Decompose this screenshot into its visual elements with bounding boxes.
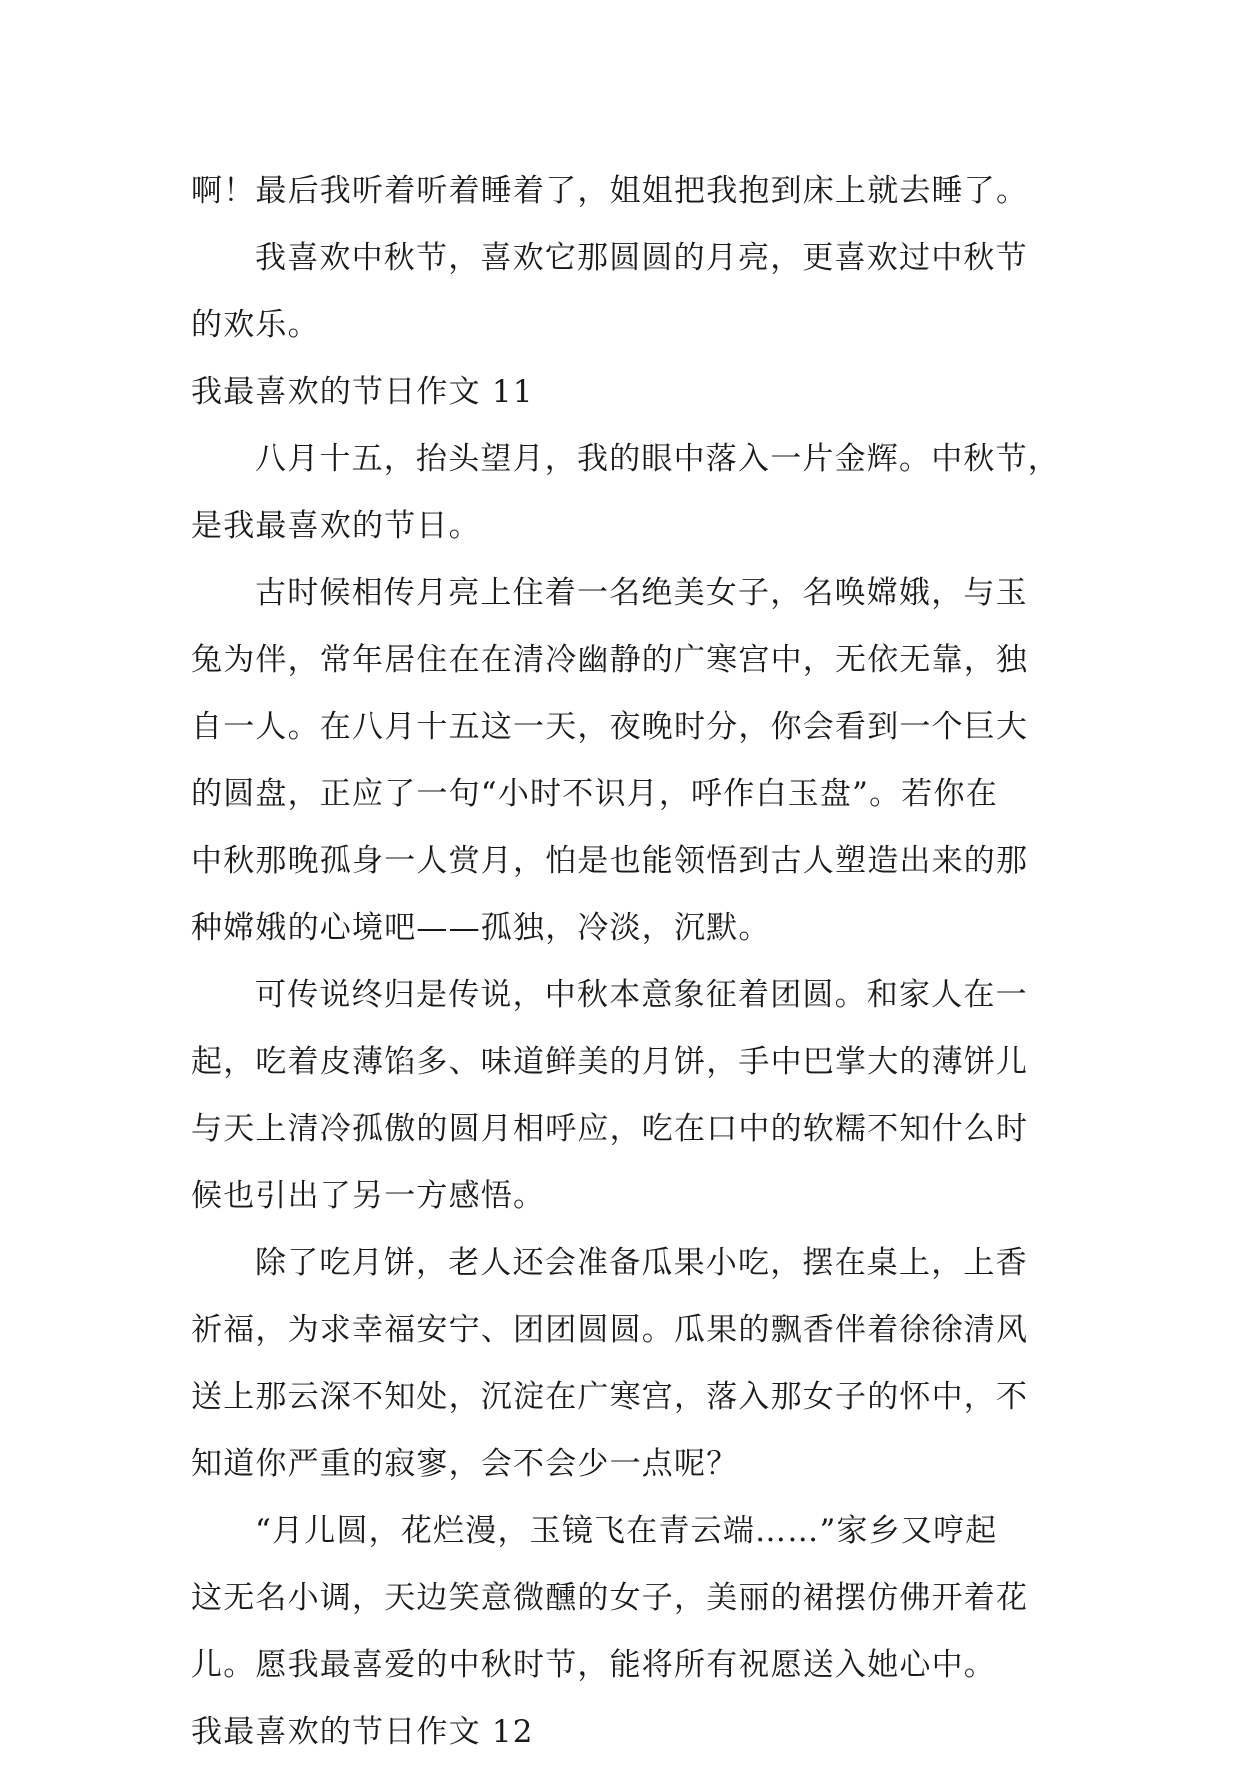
paragraph-line: 除了吃月饼，老人还会准备瓜果小吃，摆在桌上，上香 — [255, 1245, 1028, 1281]
paragraph-line: 种嫦娥的心境吧——孤独，冷淡，沉默。 — [191, 910, 771, 946]
paragraph-line: 我喜欢中秋节，喜欢它那圆圆的月亮，更喜欢过中秋节 — [255, 240, 1028, 276]
paragraph-line: 知道你严重的寂寥，会不会少一点呢？ — [191, 1446, 739, 1482]
paragraph-line: “月儿圆，花烂漫，玉镜飞在青云端……”家乡又哼起 — [255, 1513, 998, 1549]
paragraph-line: 啊！最后我听着听着睡着了，姐姐把我抱到床上就去睡了。 — [191, 173, 1029, 209]
paragraph-line: 儿。愿我最喜爱的中秋时节，能将所有祝愿送入她心中。 — [191, 1647, 996, 1683]
paragraph-line: 起，吃着皮薄馅多、味道鲜美的月饼，手中巴掌大的薄饼儿 — [191, 1044, 1029, 1080]
paragraph-line: 自一人。在八月十五这一天，夜晚时分，你会看到一个巨大 — [191, 709, 1029, 745]
section-heading: 我最喜欢的节日作文 12 — [191, 1714, 534, 1750]
paragraph-line: 这无名小调，天边笑意微醺的女子，美丽的裙摆仿佛开着花 — [191, 1580, 1029, 1616]
document-body — [191, 158, 1061, 1766]
section-heading: 我最喜欢的节日作文 11 — [191, 374, 534, 410]
paragraph-line: 是我最喜欢的节日。 — [191, 508, 481, 544]
paragraph-line: 的圆盘，正应了一句“小时不识月，呼作白玉盘”。若你在 — [191, 776, 998, 812]
paragraph-line: 的欢乐。 — [191, 307, 320, 343]
paragraph-line: 八月十五，抬头望月，我的眼中落入一片金辉。中秋节， — [255, 441, 1060, 477]
paragraph-line: 可传说终归是传说，中秋本意象征着团圆。和家人在一 — [255, 977, 1028, 1013]
paragraph-line: 祈福，为求幸福安宁、团团圆圆。瓜果的飘香伴着徐徐清风 — [191, 1312, 1029, 1348]
paragraph-line: 送上那云深不知处，沉淀在广寒宫，落入那女子的怀中，不 — [191, 1379, 1029, 1415]
paragraph-line: 候也引出了另一方感悟。 — [191, 1178, 546, 1214]
paragraph-line: 与天上清冷孤傲的圆月相呼应，吃在口中的软糯不知什么时 — [191, 1111, 1029, 1147]
paragraph-line: 兔为伴，常年居住在在清冷幽静的广寒宫中，无依无靠，独 — [191, 642, 1029, 678]
paragraph-line: 中秋那晚孤身一人赏月，怕是也能领悟到古人塑造出来的那 — [191, 843, 1029, 879]
paragraph-line: 古时候相传月亮上住着一名绝美女子，名唤嫦娥，与玉 — [255, 575, 1028, 611]
